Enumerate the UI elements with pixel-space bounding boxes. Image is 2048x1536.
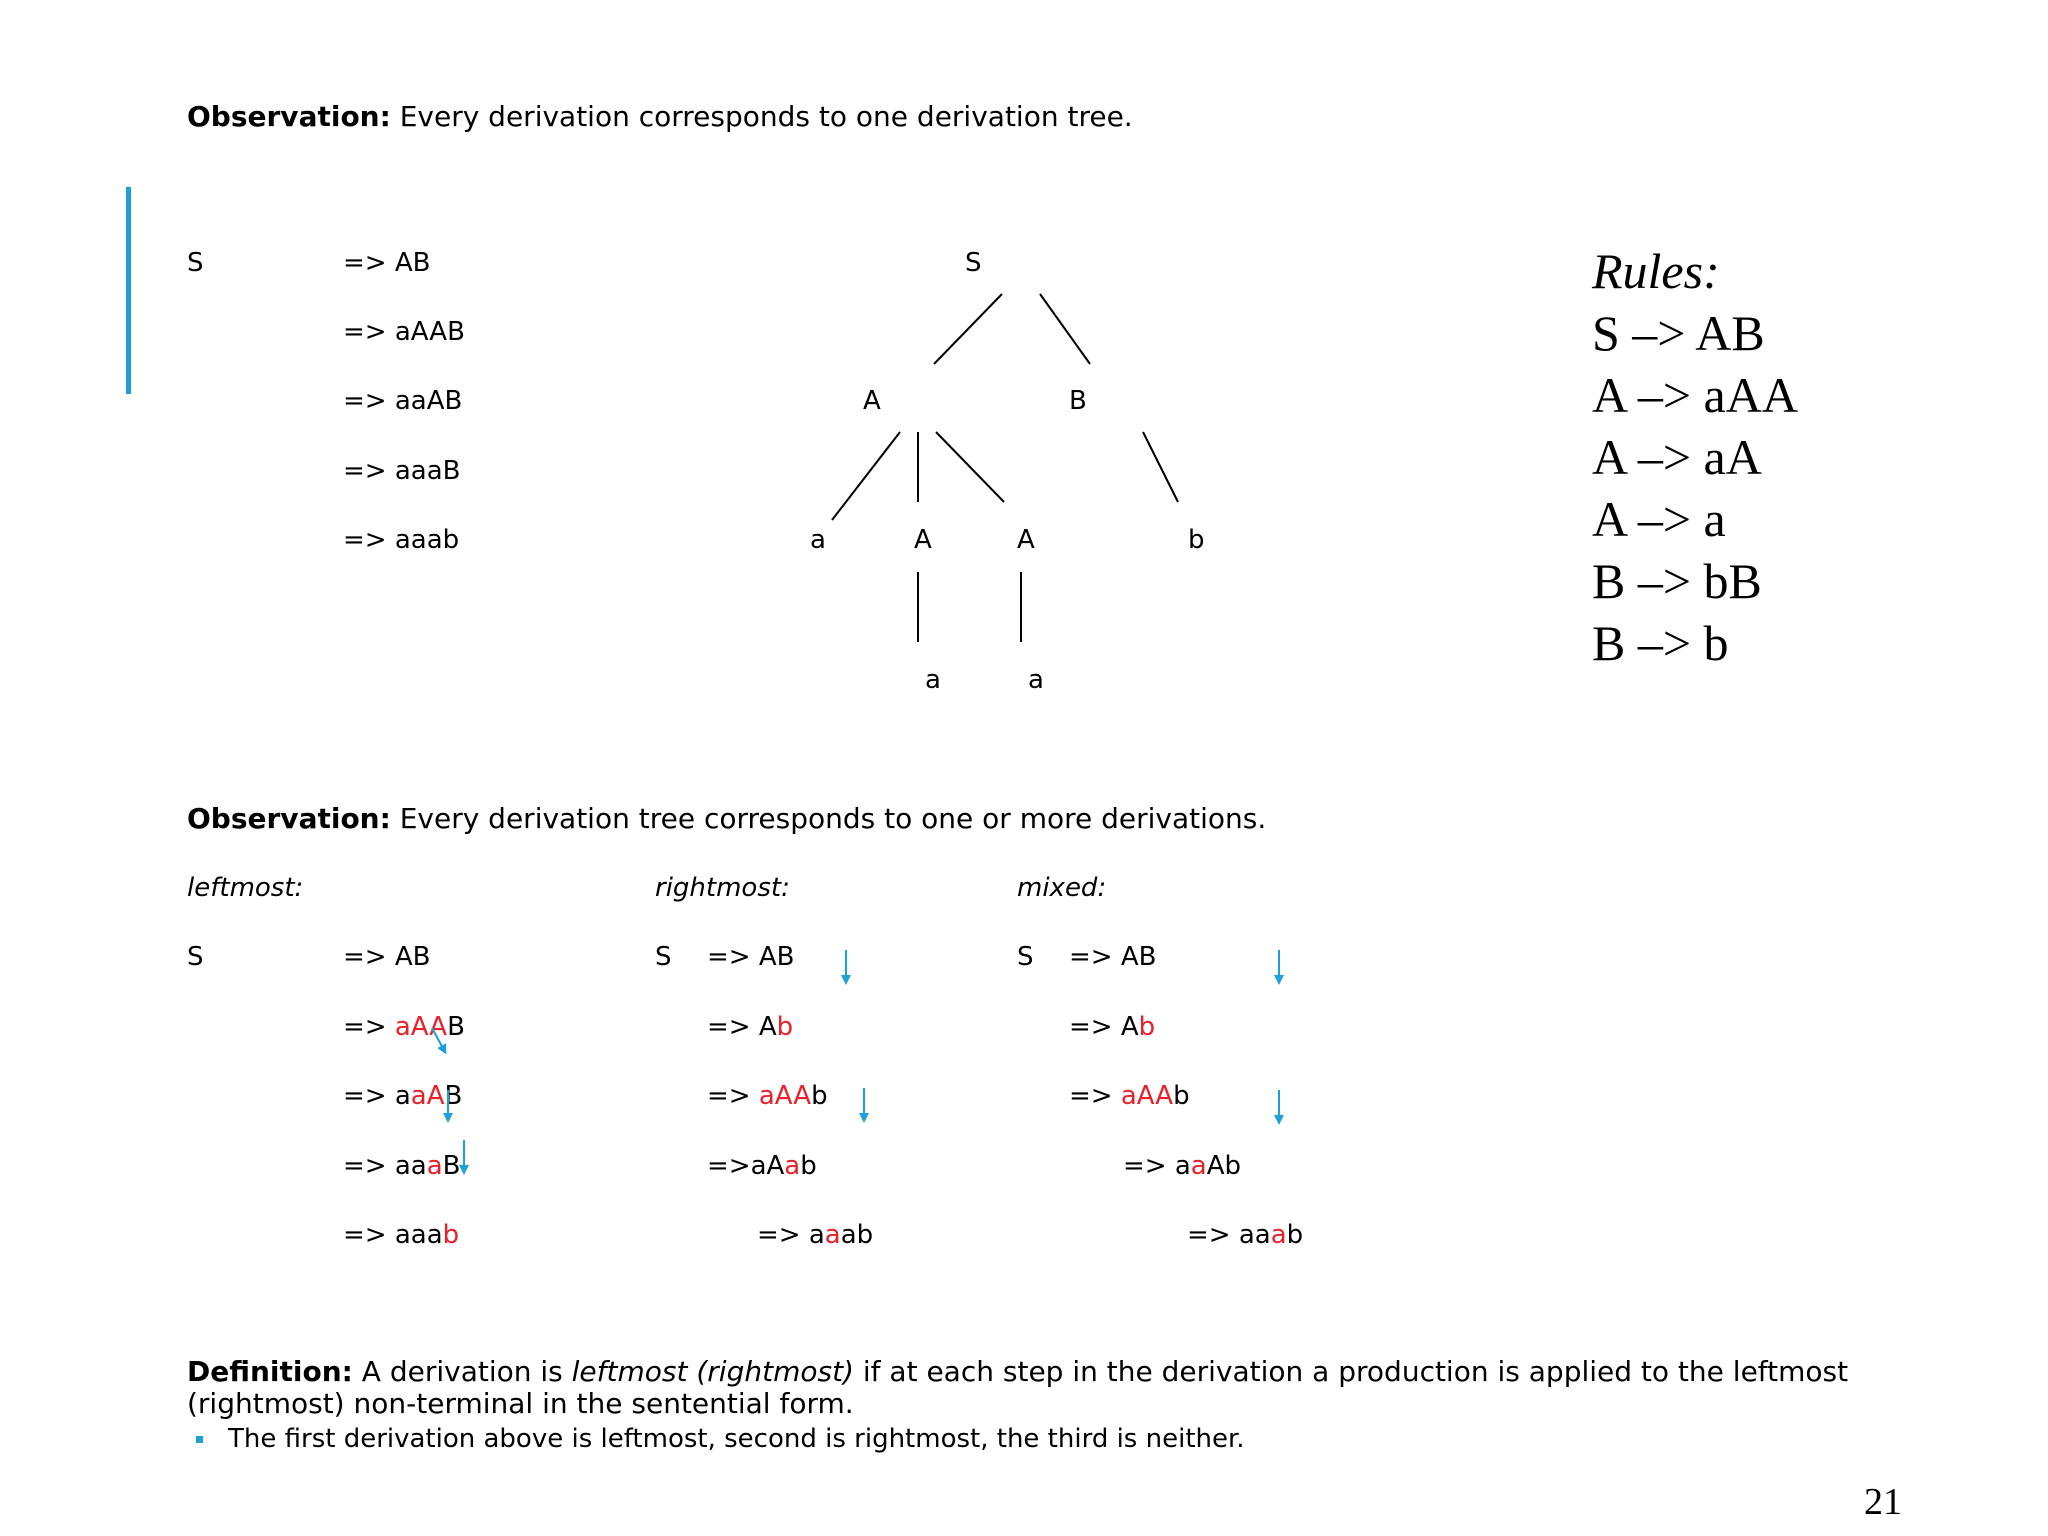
mixed-label: mixed: — [1017, 873, 1107, 903]
step-text: => — [343, 1012, 395, 1042]
tree-node: A — [863, 386, 881, 416]
highlighted-symbol: b — [1138, 1012, 1156, 1042]
step-text: Ab — [1206, 1151, 1242, 1181]
page-number: 21 — [1864, 1481, 1902, 1523]
rule: A –> aA — [1592, 429, 1762, 485]
tree-node: a — [925, 665, 941, 695]
definition-text: A derivation is — [352, 1355, 572, 1388]
tree-node: a — [1028, 665, 1044, 695]
step-text: ab — [840, 1220, 874, 1250]
highlighted-symbol: aA — [410, 1081, 445, 1111]
step-text: b — [1173, 1081, 1190, 1111]
step-text: => AB — [707, 942, 795, 972]
step-text: b — [811, 1081, 828, 1111]
rightmost-label: rightmost: — [655, 873, 790, 903]
tree-node: a — [810, 525, 826, 555]
tree-node-root: S — [965, 248, 982, 278]
observation-1-label: Observation: — [187, 100, 391, 133]
step-text: => a — [343, 1081, 411, 1111]
rightmost-start: S — [655, 942, 672, 972]
bullet-icon — [196, 1436, 203, 1443]
highlighted-symbol: aAA — [394, 1012, 448, 1042]
tree-node: A — [1017, 525, 1035, 555]
step-text: => AB — [1069, 942, 1157, 972]
rule: S –> AB — [1592, 305, 1765, 361]
rule: A –> aAA — [1592, 367, 1798, 423]
observation-2-label: Observation: — [187, 802, 391, 835]
definition — [187, 1356, 1848, 1420]
step-text: => AB — [343, 942, 431, 972]
definition-label: Definition: — [187, 1355, 353, 1388]
highlighted-symbol: a — [824, 1220, 841, 1250]
step-text: B — [447, 1012, 465, 1042]
definition-text: if at each step in the derivation a production is applied to the leftmost — [853, 1355, 1849, 1388]
step-text: => aaa — [343, 1220, 443, 1250]
highlighted-symbol: b — [442, 1220, 460, 1250]
step-text: => aa — [1187, 1220, 1271, 1250]
step-text: => A — [707, 1012, 777, 1042]
rule: B –> b — [1592, 615, 1729, 671]
tree-node: B — [1069, 386, 1087, 416]
leftmost-arrow-icon — [432, 1028, 444, 1050]
step-text: =>aA — [707, 1151, 785, 1181]
highlighted-symbol: a — [1270, 1220, 1287, 1250]
rule: B –> bB — [1592, 553, 1762, 609]
step-text: => aa — [343, 1151, 427, 1181]
mixed-start: S — [1017, 942, 1034, 972]
step-text: => — [1069, 1081, 1121, 1111]
top-derivation-step: => aaab — [343, 525, 460, 555]
definition-emphasis: leftmost (rightmost) — [571, 1355, 854, 1388]
highlighted-symbol: a — [1190, 1151, 1207, 1181]
highlighted-symbol: aAA — [758, 1081, 812, 1111]
top-derivation-step: => aaaB — [343, 456, 461, 486]
step-text: b — [800, 1151, 817, 1181]
leftmost-label: leftmost: — [187, 873, 304, 903]
observation-1-text: Every derivation corresponds to one derivation tree. — [390, 100, 1133, 133]
leftmost-start: S — [187, 942, 204, 972]
observation-2-text: Every derivation tree corresponds to one or more derivations. — [390, 802, 1267, 835]
step-text: B — [444, 1081, 463, 1111]
bullet-text: The first derivation above is leftmost, second is rightmost, the third is neither. — [228, 1424, 1245, 1454]
step-text: => — [707, 1081, 759, 1111]
step-text: => a — [757, 1220, 825, 1250]
highlighted-symbol: b — [776, 1012, 794, 1042]
top-derivation-start: S — [187, 248, 204, 278]
step-text: => A — [1069, 1012, 1139, 1042]
tree-node: A — [914, 525, 932, 555]
top-derivation-step: => aAAB — [343, 317, 465, 347]
rule: A –> a — [1592, 491, 1726, 547]
highlighted-symbol: a — [784, 1151, 801, 1181]
top-derivation-step: => aaAB — [343, 386, 463, 416]
step-text: b — [1286, 1220, 1304, 1250]
rules-title: Rules: — [1592, 243, 1720, 299]
definition-line-2: (rightmost) non-terminal in the sentential form. — [187, 1387, 854, 1420]
highlighted-symbol: aAA — [1120, 1081, 1174, 1111]
top-derivation-step: => AB — [343, 248, 431, 278]
highlighted-symbol: a — [426, 1151, 443, 1181]
tree-node: b — [1188, 525, 1205, 555]
step-text: B — [442, 1151, 461, 1181]
step-text: => a — [1123, 1151, 1191, 1181]
